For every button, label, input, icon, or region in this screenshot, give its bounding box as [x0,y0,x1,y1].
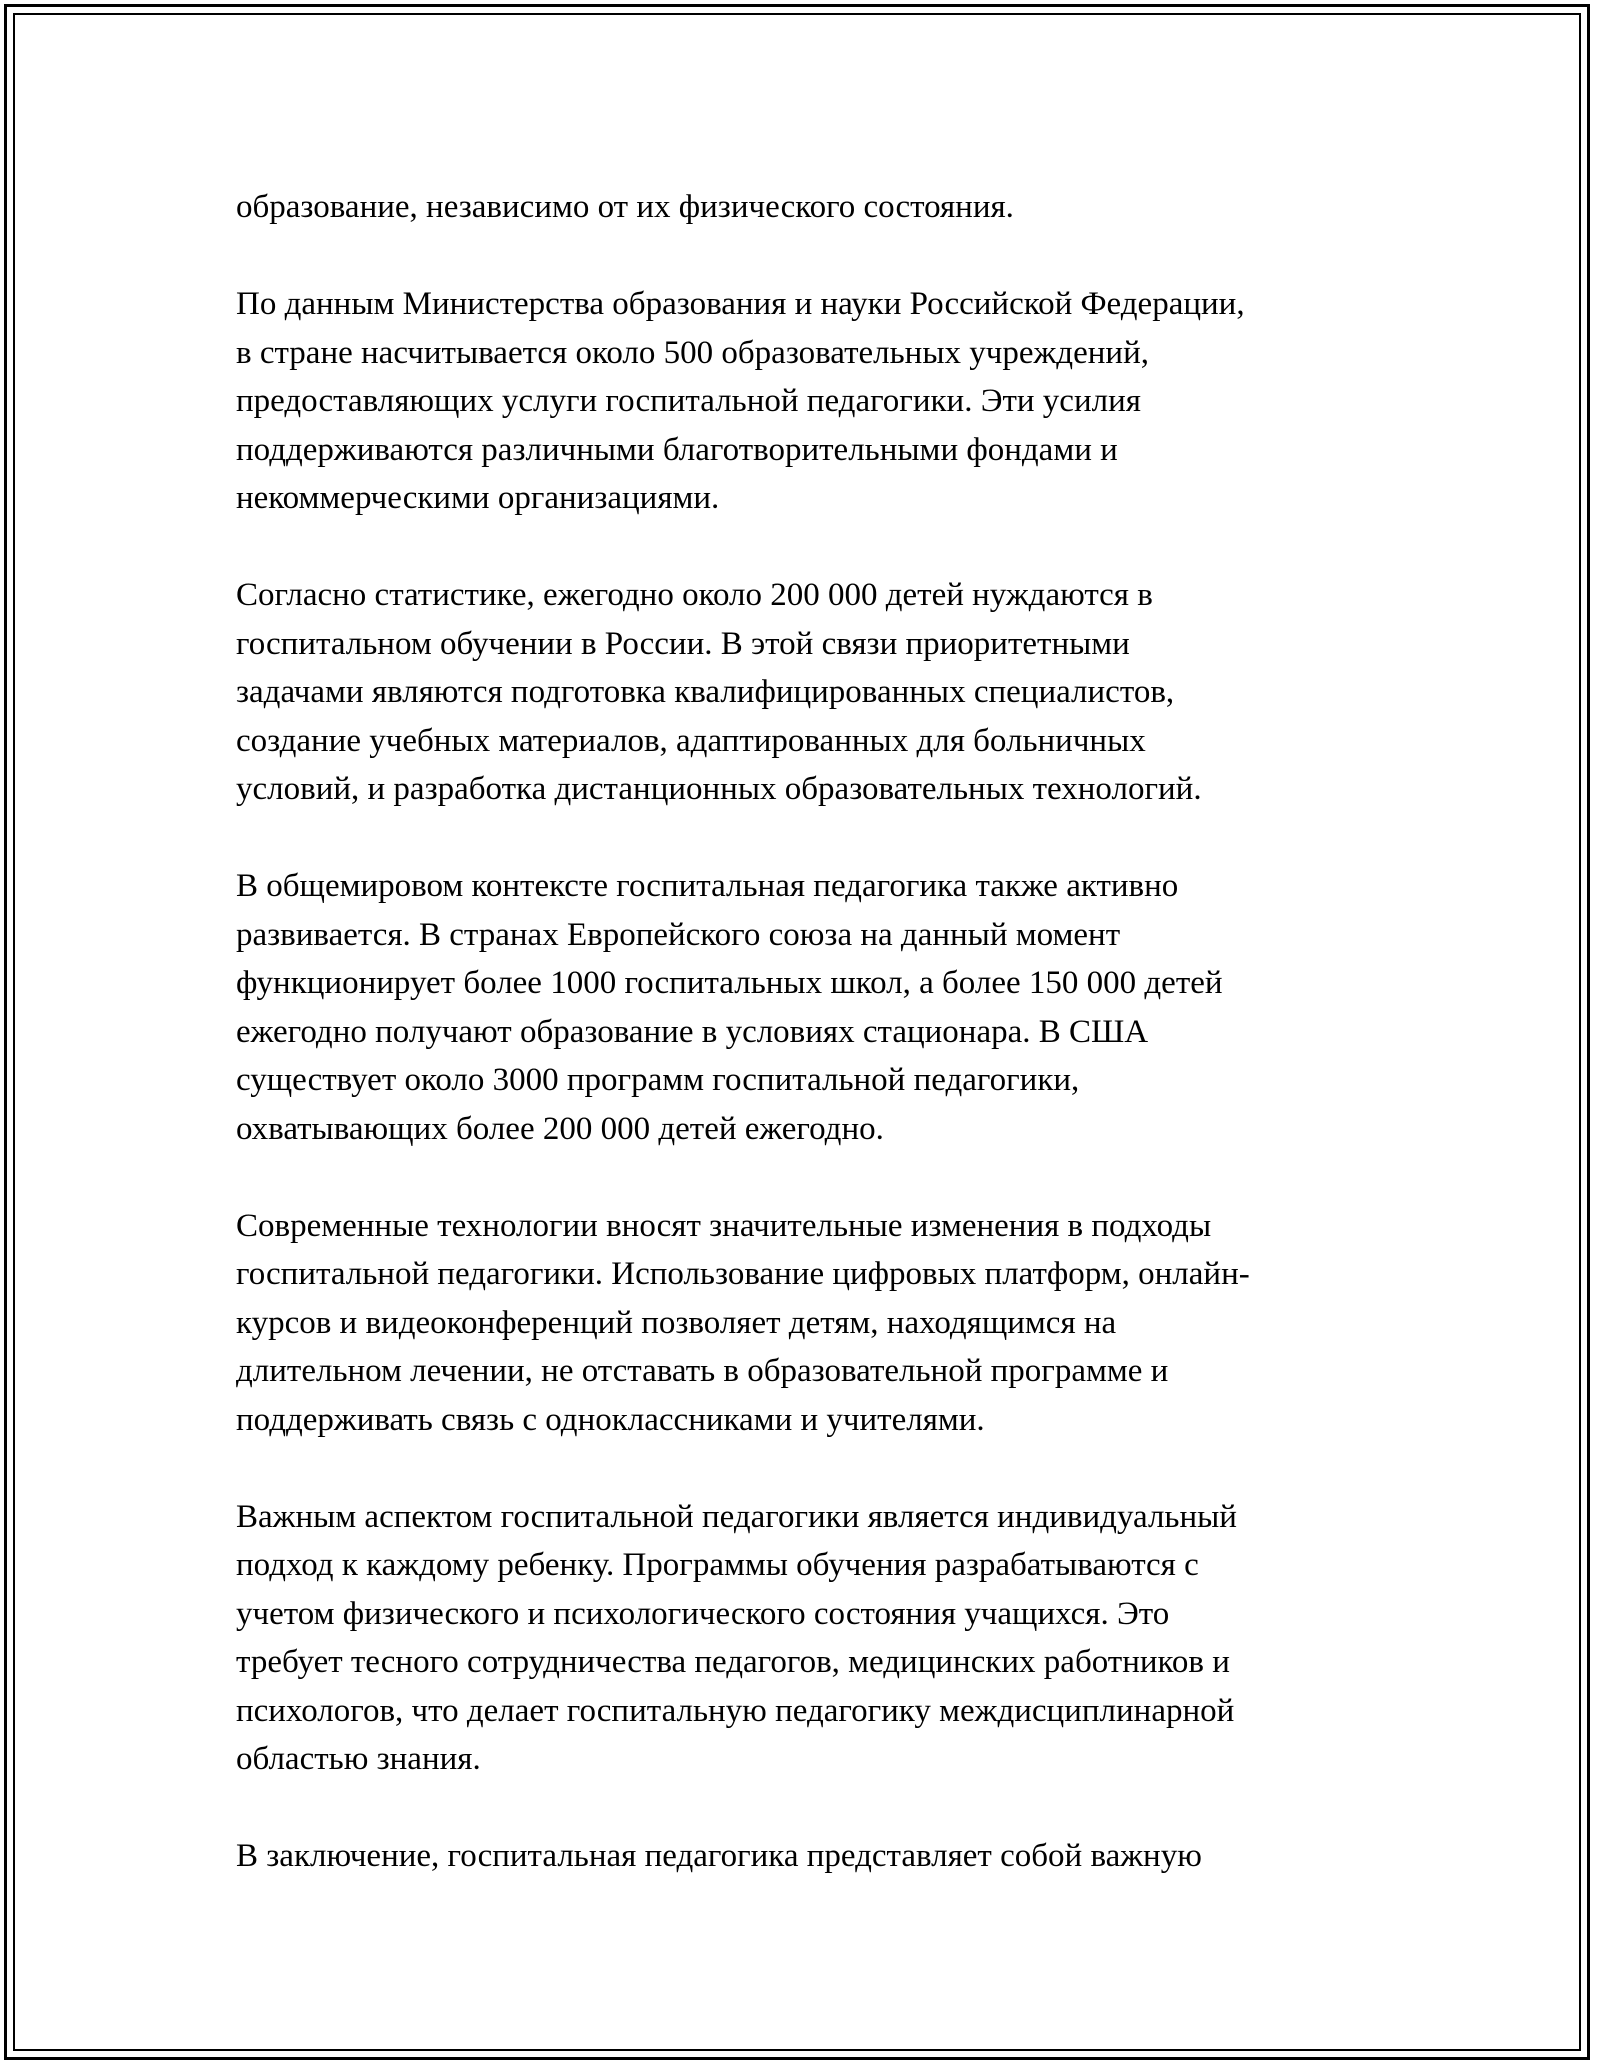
text-line: создание учебных материалов, адаптированных для больничных [236,722,1146,759]
text-line: в стране насчитывается около 500 образовательных учреждений, [236,334,1149,371]
paragraph [236,1832,1376,1881]
text-line: ежегодно получают образование в условиях стационара. В США [236,1013,1149,1050]
text-line: По данным Министерства образования и науки Российской Федерации, [236,286,1245,322]
text-line: областью знания. [236,1741,481,1777]
text-line: курсов и видеоконференций позволяет детям, находящимся на [236,1304,1117,1341]
text-line: функционирует более 1000 госпитальных школ, а более 150 000 детей [236,965,1223,1001]
text-line: госпитальной педагогики. Использование цифровых платформ, онлайн- [236,1256,1250,1292]
text-line: развивается. В странах Европейского союза на данный момент [236,916,1121,953]
text-line: охватывающих более 200 000 детей ежегодно. [236,1110,884,1147]
text-line: поддерживать связь с одноклассниками и учителями. [236,1401,985,1438]
text-line: учетом физического и психологического состояния учащихся. Это [236,1595,1170,1632]
text-line: подход к каждому ребенку. Программы обучения разрабатываются с [236,1547,1199,1583]
text-line: Согласно статистике, ежегодно около 200 000 детей нуждаются в [236,577,1153,613]
text-line: некоммерческими организациями. [236,480,720,516]
text-line: В общемировом контексте госпитальная педагогика также активно [236,868,1179,904]
paragraph [236,571,1376,814]
text-line: задачами являются подготовка квалифицированных специалистов, [236,674,1175,710]
paragraph [236,183,1376,232]
paragraph [236,1202,1376,1445]
text-line: Современные технологии вносят значительные изменения в подходы [236,1207,1212,1244]
text-line: Важным аспектом госпитальной педагогики является индивидуальный [236,1498,1237,1535]
text-line: предоставляющих услуги госпитальной педагогики. Эти усилия [236,383,1141,419]
document-body [236,183,1376,1929]
text-line: условий, и разработка дистанционных образовательных технологий. [236,771,1202,807]
paragraph [236,862,1376,1153]
text-line: госпитальном обучении в России. В этой связи приоритетными [236,625,1130,662]
paragraph [236,280,1376,523]
text-line: В заключение, госпитальная педагогика представляет собой важную [236,1838,1202,1874]
text-line: требует тесного сотрудничества педагогов, медицинских работников и [236,1644,1230,1680]
paragraph [236,1493,1376,1784]
text-line: психологов, что делает госпитальную педагогику междисциплинарной [236,1692,1235,1729]
text-line: существует около 3000 программ госпитальной педагогики, [236,1062,1080,1098]
text-line: длительном лечении, не отставать в образовательной программе и [236,1353,1169,1389]
text-line: образование, независимо от их физического состояния. [236,189,1014,225]
text-line: поддерживаются различными благотворительными фондами и [236,431,1118,468]
